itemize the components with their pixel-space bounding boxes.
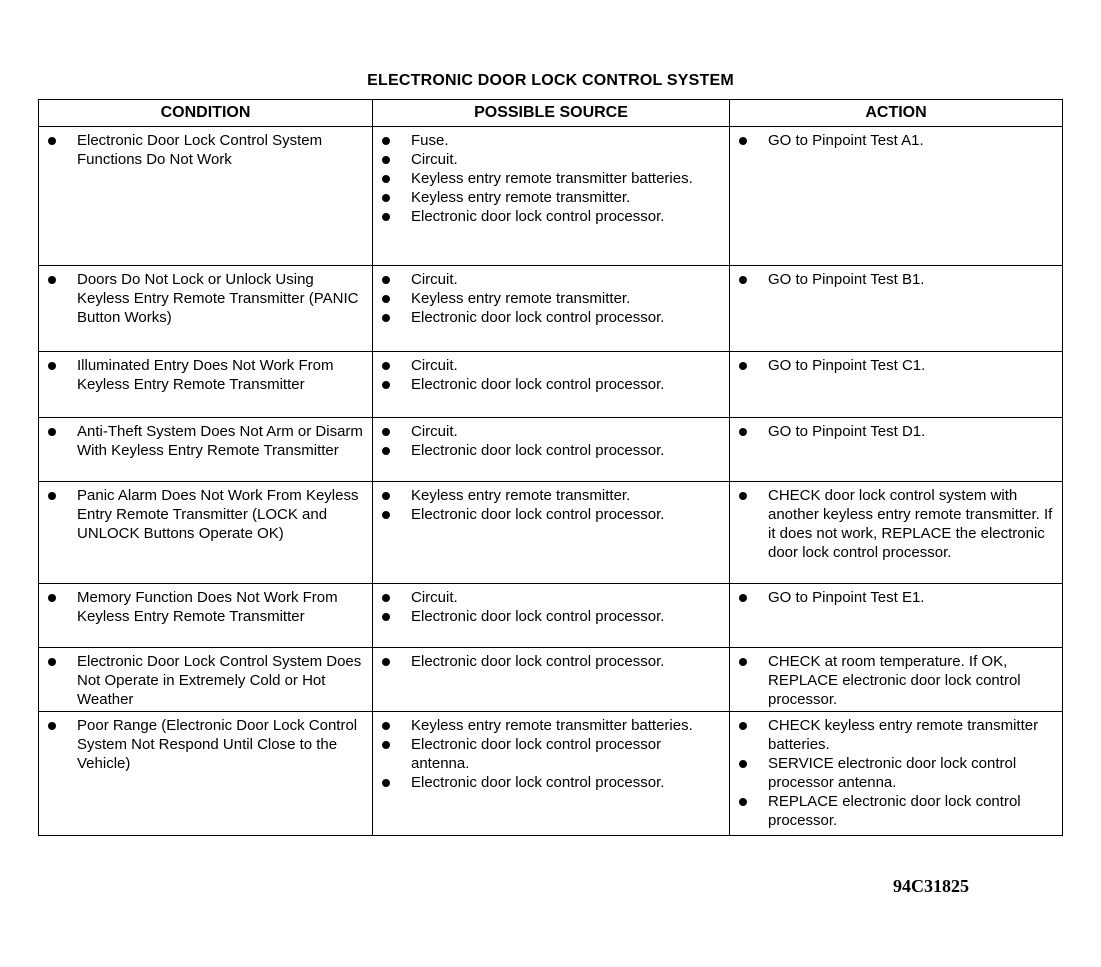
action-cell — [730, 712, 1063, 836]
source-cell — [373, 482, 730, 584]
bullet-item: Circuit. — [381, 150, 723, 169]
source-cell — [373, 648, 730, 712]
bullet-item: Poor Range (Electronic Door Lock Control System Not Respond Until Close to the Vehicle) — [47, 716, 366, 773]
bullet-item: Electronic door lock control processor. — [381, 207, 723, 226]
source-cell — [373, 266, 730, 352]
source-list — [381, 486, 723, 524]
table-row — [39, 418, 1063, 482]
bullet-item: Keyless entry remote transmitter. — [381, 486, 723, 505]
action-cell — [730, 127, 1063, 266]
bullet-item: GO to Pinpoint Test A1. — [738, 131, 1056, 150]
bullet-item: Doors Do Not Lock or Unlock Using Keyless Entry Remote Transmitter (PANIC Button Works) — [47, 270, 366, 327]
bullet-item: Electronic door lock control processor. — [381, 652, 723, 671]
action-list — [738, 652, 1056, 709]
condition-list — [47, 486, 366, 543]
source-list — [381, 131, 723, 226]
bullet-item: Circuit. — [381, 588, 723, 607]
bullet-item: Fuse. — [381, 131, 723, 150]
bullet-item: Circuit. — [381, 356, 723, 375]
table-header-row — [39, 100, 1063, 127]
action-list — [738, 716, 1056, 830]
bullet-item: Electronic door lock control processor. — [381, 308, 723, 327]
header-action: ACTION — [730, 100, 1063, 127]
diagnosis-table — [38, 99, 1063, 836]
bullet-item: GO to Pinpoint Test B1. — [738, 270, 1056, 289]
bullet-item: CHECK at room temperature. If OK, REPLACE electronic door lock control processor. — [738, 652, 1056, 709]
bullet-item: GO to Pinpoint Test C1. — [738, 356, 1056, 375]
action-cell — [730, 482, 1063, 584]
action-cell — [730, 584, 1063, 648]
condition-list — [47, 652, 366, 709]
table-row — [39, 352, 1063, 418]
source-cell — [373, 418, 730, 482]
condition-list — [47, 588, 366, 626]
condition-list — [47, 716, 366, 773]
bullet-item: Keyless entry remote transmitter batteries. — [381, 716, 723, 735]
action-cell — [730, 266, 1063, 352]
header-possible-source: POSSIBLE SOURCE — [373, 100, 730, 127]
bullet-item: Memory Function Does Not Work From Keyless Entry Remote Transmitter — [47, 588, 366, 626]
bullet-item: CHECK door lock control system with another keyless entry remote transmitter. If it does not work, REPLACE the electronic door lock control processor. — [738, 486, 1056, 562]
action-cell — [730, 418, 1063, 482]
condition-list — [47, 270, 366, 327]
condition-cell — [39, 482, 373, 584]
bullet-item: Electronic Door Lock Control System Does Not Operate in Extremely Cold or Hot Weather — [47, 652, 366, 709]
bullet-item: GO to Pinpoint Test D1. — [738, 422, 1056, 441]
action-list — [738, 422, 1056, 441]
condition-cell — [39, 127, 373, 266]
table-row — [39, 127, 1063, 266]
condition-cell — [39, 648, 373, 712]
action-list — [738, 486, 1056, 562]
table-row — [39, 482, 1063, 584]
source-list — [381, 716, 723, 792]
table-row — [39, 712, 1063, 836]
figure-code: 94C31825 — [893, 876, 969, 896]
bullet-item: SERVICE electronic door lock control processor antenna. — [738, 754, 1056, 792]
condition-list — [47, 422, 366, 460]
source-list — [381, 588, 723, 626]
bullet-item: Anti-Theft System Does Not Arm or Disarm With Keyless Entry Remote Transmitter — [47, 422, 366, 460]
action-list — [738, 356, 1056, 375]
bullet-item: Keyless entry remote transmitter batteries. — [381, 169, 723, 188]
source-cell — [373, 352, 730, 418]
action-cell — [730, 352, 1063, 418]
table-row — [39, 584, 1063, 648]
condition-cell — [39, 584, 373, 648]
bullet-item: Electronic door lock control processor. — [381, 505, 723, 524]
bullet-item: Keyless entry remote transmitter. — [381, 188, 723, 207]
source-list — [381, 270, 723, 327]
condition-cell — [39, 352, 373, 418]
bullet-item: Keyless entry remote transmitter. — [381, 289, 723, 308]
bullet-item: REPLACE electronic door lock control processor. — [738, 792, 1056, 830]
source-cell — [373, 584, 730, 648]
bullet-item: Electronic door lock control processor. — [381, 607, 723, 626]
bullet-item: Electronic door lock control processor. — [381, 375, 723, 394]
bullet-item: GO to Pinpoint Test E1. — [738, 588, 1056, 607]
bullet-item: Illuminated Entry Does Not Work From Keyless Entry Remote Transmitter — [47, 356, 366, 394]
source-list — [381, 356, 723, 394]
condition-list — [47, 131, 366, 169]
condition-cell — [39, 418, 373, 482]
bullet-item: CHECK keyless entry remote transmitter batteries. — [738, 716, 1056, 754]
header-condition: CONDITION — [39, 100, 373, 127]
table-row — [39, 648, 1063, 712]
bullet-item: Electronic door lock control processor antenna. — [381, 735, 723, 773]
action-list — [738, 131, 1056, 150]
bullet-item: Panic Alarm Does Not Work From Keyless Entry Remote Transmitter (LOCK and UNLOCK Buttons Operate OK) — [47, 486, 366, 543]
bullet-item: Electronic Door Lock Control System Functions Do Not Work — [47, 131, 366, 169]
condition-cell — [39, 266, 373, 352]
document-title: ELECTRONIC DOOR LOCK CONTROL SYSTEM — [367, 72, 734, 89]
source-list — [381, 422, 723, 460]
bullet-item: Circuit. — [381, 422, 723, 441]
action-list — [738, 270, 1056, 289]
action-cell — [730, 648, 1063, 712]
action-list — [738, 588, 1056, 607]
condition-cell — [39, 712, 373, 836]
condition-list — [47, 356, 366, 394]
table-row — [39, 266, 1063, 352]
bullet-item: Electronic door lock control processor. — [381, 773, 723, 792]
source-cell — [373, 127, 730, 266]
bullet-item: Electronic door lock control processor. — [381, 441, 723, 460]
source-list — [381, 652, 723, 671]
bullet-item: Circuit. — [381, 270, 723, 289]
source-cell — [373, 712, 730, 836]
